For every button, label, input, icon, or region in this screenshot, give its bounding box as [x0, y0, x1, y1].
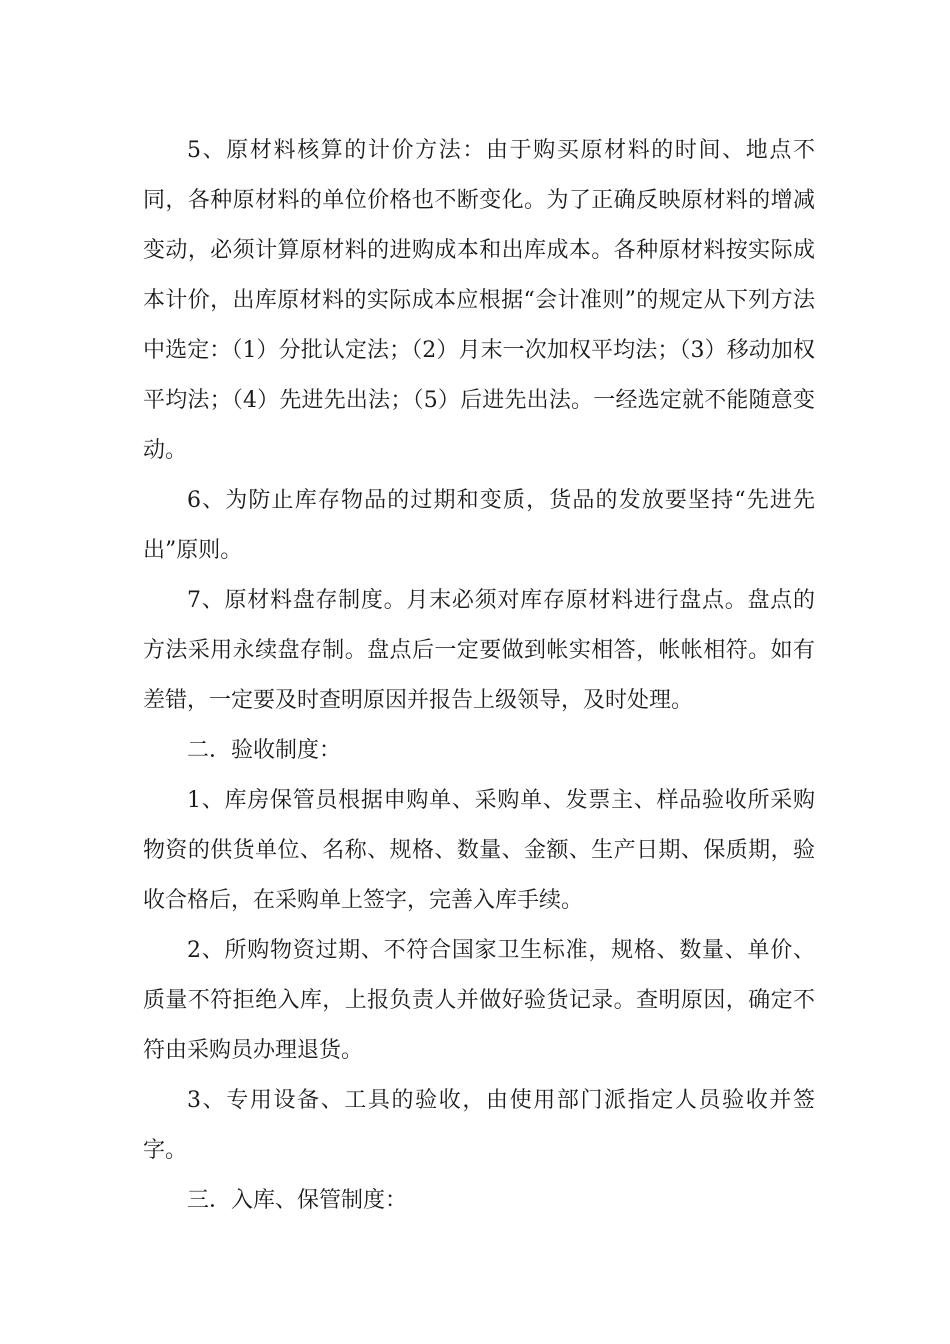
- document-body: [143, 126, 815, 1226]
- paragraph-acceptance-3: 3、专用设备、工具的验收，由使用部门派指定人员验收并签字。: [143, 1088, 815, 1163]
- paragraph-first-in-first-out: 6、为防止库存物品的过期和变质，货品的发放要坚持“先进先出”原则。: [143, 488, 815, 563]
- section-heading-storage: 三．入库、保管制度：: [187, 1188, 408, 1213]
- paragraph-acceptance-2: 2、所购物资过期、不符合国家卫生标准，规格、数量、单价、质量不符拒绝入库，上报负责人并做好验货记录。查明原因，确定不符由采购员办理退货。: [143, 938, 815, 1063]
- paragraph-inventory-count: 7、原材料盘存制度。月末必须对库存原材料进行盘点。盘点的方法采用永续盘存制。盘点后一定要做到帐实相答，帐帐相符。如有差错，一定要及时查明原因并报告上级领导，及时处理。: [143, 588, 815, 713]
- section-heading-acceptance: 二．验收制度：: [187, 738, 342, 763]
- paragraph-acceptance-1: 1、库房保管员根据申购单、采购单、发票主、样品验收所采购物资的供货单位、名称、规格、数量、金额、生产日期、保质期，验收合格后，在采购单上签字，完善入库手续。: [143, 788, 815, 913]
- paragraph-valuation-methods: 5、原材料核算的计价方法：由于购买原材料的时间、地点不同，各种原材料的单位价格也不断变化。为了正确反映原材料的增减变动，必须计算原材料的进购成本和出库成本。各种原材料按实际成本计价，出库原材料的实际成本应根据“会计准则”的规定从下列方法中选定：（1）分批认定法；（2）月末一次加权平均法；（3）移动加权平均法；（4）先进先出法；（5）后进先出法。一经选定就不能随意变动。: [143, 138, 815, 463]
